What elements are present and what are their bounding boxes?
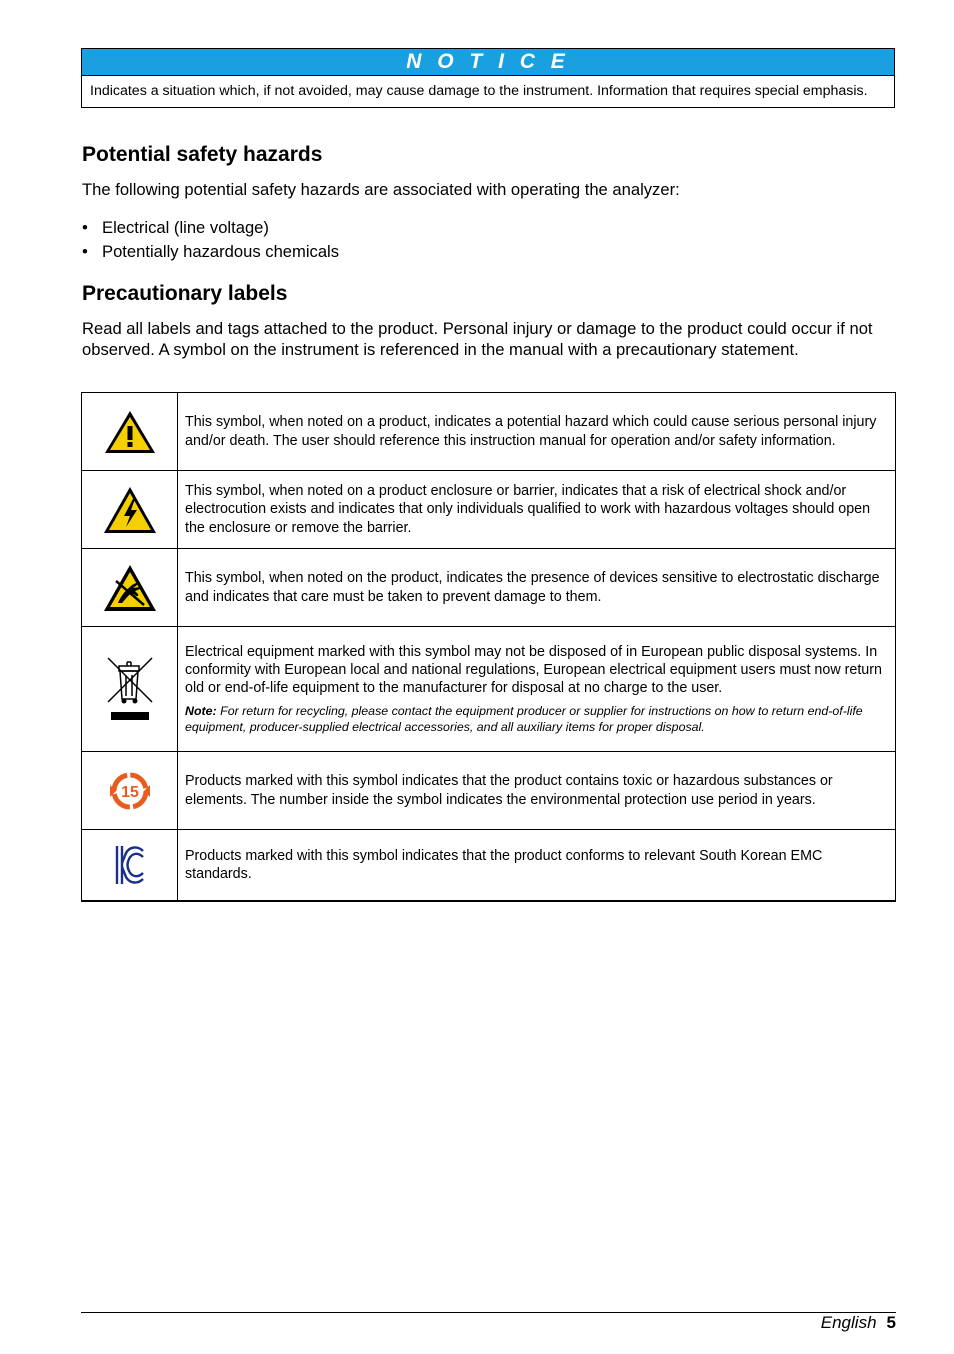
table-row bbox=[82, 393, 896, 471]
notice-text: Indicates a situation which, if not avoided, may cause damage to the instrument. Information that requires special emphasis. bbox=[90, 83, 868, 99]
hazards-list bbox=[82, 216, 339, 264]
page-number: 5 bbox=[886, 1313, 896, 1332]
disposal-note bbox=[185, 703, 888, 735]
note-label: Note: bbox=[185, 704, 217, 719]
table-row bbox=[82, 549, 896, 627]
footer-language: English bbox=[820, 1313, 877, 1332]
label-description: This symbol, when noted on a product, indicates a potential hazard which could cause serious personal injury and/or death. The user should reference this instruction manual for operation and/or safety information. bbox=[178, 393, 896, 471]
hazards-title: Potential safety hazards bbox=[82, 143, 323, 166]
label-description: Products marked with this symbol indicates that the product contains toxic or hazardous substances or elements. The number inside the symbol indicates the environmental protection use period in years. bbox=[178, 752, 896, 830]
footer-rule bbox=[81, 1312, 896, 1313]
label-description: This symbol, when noted on the product, indicates the presence of devices sensitive to electrostatic discharge and indicates that care must be taken to prevent damage to them. bbox=[178, 549, 896, 627]
table-row bbox=[82, 830, 896, 901]
label-description: Products marked with this symbol indicates that the product conforms to relevant South Korean EMC standards. bbox=[178, 830, 896, 901]
table-row bbox=[82, 752, 896, 830]
efup-number: 15 bbox=[120, 783, 139, 801]
electrical-shock-icon bbox=[102, 485, 158, 535]
table-row bbox=[82, 471, 896, 549]
labels-title: Precautionary labels bbox=[82, 282, 288, 305]
labels-intro: Read all labels and tags attached to the product. Personal injury or damage to the product could occur if not observed. A symbol on the instrument is referenced in the manual with a precautionary statement. bbox=[82, 319, 873, 359]
note-text: For return for recycling, please contact the equipment producer or supplier for instructions on how to return end-of-life equipment, producer-supplied electrical accessories, and all auxiliary items for proper disposal. bbox=[185, 704, 863, 735]
warning-triangle-icon bbox=[103, 409, 157, 455]
hazards-intro: The following potential safety hazards are associated with operating the analyzer: bbox=[82, 180, 680, 199]
precautionary-labels-table bbox=[81, 392, 896, 902]
notice-heading: N O T I C E bbox=[82, 49, 894, 76]
esd-sensitive-icon bbox=[102, 563, 158, 613]
label-description: This symbol, when noted on a product enclosure or barrier, indicates that a risk of electrical shock and/or electrocution exists and indicates that only individuals qualified to work with hazardous voltages should open the enclosure or remove the barrier. bbox=[178, 471, 896, 549]
kc-mark-icon bbox=[114, 843, 146, 887]
table-row bbox=[82, 627, 896, 752]
label-description: Electrical equipment marked with this symbol may not be disposed of in European public disposal systems. In conformity with European local and national regulations, European electrical equipment users must now return old or end-of-life equipment to the manufacturer for disposal at no charge to the user. bbox=[185, 643, 882, 697]
weee-crossed-bin-icon bbox=[105, 656, 155, 722]
notice-box bbox=[81, 48, 895, 108]
efup-15-icon bbox=[105, 767, 155, 815]
page-footer bbox=[821, 1312, 896, 1333]
list-item: • Electrical (line voltage) bbox=[82, 218, 269, 237]
list-item: • Potentially hazardous chemicals bbox=[82, 242, 340, 261]
